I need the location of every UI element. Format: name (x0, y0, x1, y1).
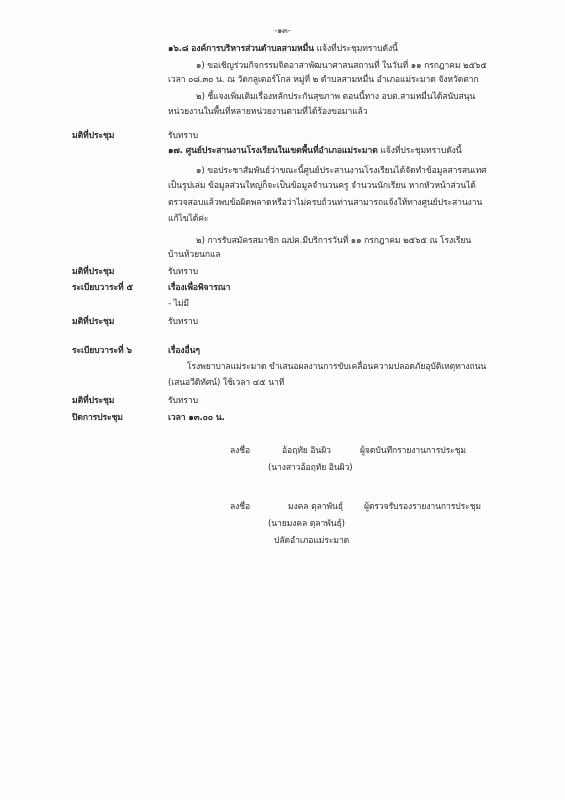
agenda-5-label: ระเบียบวาระที่ ๕ (72, 283, 133, 293)
paragraph-line: ๒) การรับสมัครสมาชิก ฌปค.มีบริการวันที่ ๑๑ กรกฎาคม ๒๕๖๕ ณ โรงเรียน (196, 236, 472, 246)
closing-label: ปิดการประชุม (72, 413, 123, 423)
resolution-label: มติที่ประชุม (72, 131, 115, 141)
resolution-value: รับทราบ (168, 131, 199, 141)
signature-name: มงคล ตุลาพันธุ์ (288, 502, 343, 512)
paragraph-line: บ้านห้วยนกแล (168, 250, 221, 260)
signature-role: ผู้ตรวจรับรองรายงานการประชุม (364, 502, 481, 512)
resolution-value: รับทราบ (168, 267, 199, 277)
signature-lead: ลงชื่อ (230, 446, 251, 456)
agenda-5-detail: - ไม่มี (168, 299, 189, 309)
agenda-5-title: เรื่องเพื่อพิจารณา (168, 283, 231, 293)
resolution-label: มติที่ประชุม (72, 396, 115, 406)
section-17-heading (168, 146, 462, 157)
signature-full-name: (นายมงคล ตุลาพันธุ์) (268, 519, 345, 529)
paragraph-line: ตรวจสอบแล้วพบข้อผิดพลาดหรือว่าไม่ครบถ้วนท่านสามารถแจ้งให้ทางศูนย์ประสานงาน (168, 198, 483, 208)
section-16-8-title: ๑๖.๘ องค์การบริหารส่วนตำบลสามหมื่น (168, 44, 314, 54)
agenda-6-title: เรื่องอื่นๆ (168, 346, 200, 356)
paragraph-line: เป็นรูปเล่ม ข้อมูลส่วนใหญ่ก็จะเป็นข้อมูลจำนวนครู จำนวนนักเรียน หากหัวหน้าส่วนได้ (168, 181, 476, 191)
agenda-6-label: ระเบียบวาระที่ ๖ (72, 346, 132, 356)
paragraph-line: ๒) ชี้แจงเพิ่มเติมเรื่องหลักประกันสุขภาพ ตอนนี้ทาง อบต.สามหมื่นได้สนับสนุน (196, 92, 476, 102)
paragraph-line: เวลา ๐๘.๓๐ น. ณ วัดกลูเตอร์โกล หมู่ที่ ๒ ตำบลสามหมื่น อำเภอแม่ระมาด จังหวัดตาก (168, 75, 479, 85)
paragraph-line: แก้ไขได้ค่ะ (168, 214, 209, 224)
paragraph-line: ๑) ขอประชาสัมพันธ์ว่าขณะนี้ศูนย์ประสานงานโรงเรียนได้จัดทำข้อมูลสารสนเทศ (196, 166, 487, 176)
signature-position: ปลัดอำเภอแม่ระมาด (274, 536, 350, 546)
section-16-8-heading (168, 44, 398, 55)
closing-time: เวลา ๑๓.๐๐ น. (168, 413, 225, 423)
signature-role: ผู้จดบันทึกรายงานการประชุม (360, 446, 466, 456)
resolution-value: รับทราบ (168, 317, 199, 327)
section-17-title: ๑๗. ศูนย์ประสานงานโรงเรียนในเขตพื้นที่อำเภอแม่ระมาด (168, 146, 378, 156)
signature-lead: ลงชื่อ (230, 502, 251, 512)
resolution-label: มติที่ประชุม (72, 267, 115, 277)
section-17-title-tail: แจ้งที่ประชุมทราบดังนี้ (377, 146, 462, 156)
signature-name: อ้อฤทัย อินผิว (282, 446, 331, 456)
section-16-8-title-tail: แจ้งที่ประชุมทราบดังนี้ (313, 44, 398, 54)
page-number: -๑๓- (274, 26, 291, 35)
paragraph-line: (เสนอวีดิทัศน์) ใช้เวลา ๔๕ นาที (168, 378, 285, 388)
resolution-label: มติที่ประชุม (72, 317, 115, 327)
resolution-value: รับทราบ (168, 396, 199, 406)
paragraph-line: โรงพยาบาลแม่ระมาด ขำเสนอผลงานการขับเคลื่อนความปลอดภัยอุบัติเหตุทางถนน (187, 362, 487, 372)
paragraph-line: ๑) ขอเชิญร่วมกิจกรรมจิตอาสาพัฒนาศาสนสถานที่ ในวันที่ ๑๑ กรกฎาคม ๒๕๖๕ (196, 61, 487, 71)
signature-full-name: (นางสาวอ้อฤทัย อินผิว) (268, 463, 353, 473)
paragraph-line: หน่วยงานในพื้นที่หลายหน่วยงานตามที่ได้ร้องขอมาแล้ว (168, 107, 368, 117)
